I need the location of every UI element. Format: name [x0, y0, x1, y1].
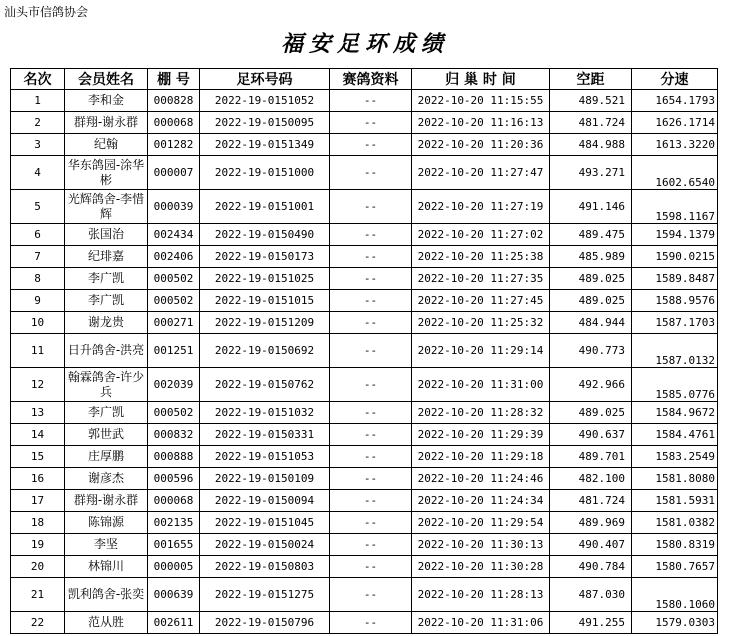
rank-cell: 22: [11, 612, 65, 634]
header-arrival-time: 归 巢 时 间: [412, 69, 550, 90]
table-row: [11, 424, 718, 446]
member-name-cell: 华东鸽园-涂华彬: [65, 156, 148, 190]
table-row: [11, 402, 718, 424]
loft-number-cell: 000271: [148, 312, 200, 334]
loft-number-cell: 000502: [148, 402, 200, 424]
ring-number-cell: 2022-19-0151053: [200, 446, 330, 468]
speed-cell: 1587.0132: [632, 334, 718, 368]
rank-cell: 8: [11, 268, 65, 290]
table-row: [11, 224, 718, 246]
speed-cell: 1584.9672: [632, 402, 718, 424]
member-name-cell: 李坚: [65, 534, 148, 556]
header-member-name: 会员姓名: [65, 69, 148, 90]
pigeon-info-cell: --: [330, 578, 412, 612]
distance-cell: 492.966: [550, 368, 632, 402]
distance-cell: 482.100: [550, 468, 632, 490]
loft-number-cell: 001282: [148, 134, 200, 156]
speed-cell: 1594.1379: [632, 224, 718, 246]
ring-number-cell: 2022-19-0151015: [200, 290, 330, 312]
organization-name: 汕头市信鸽协会: [4, 5, 89, 19]
pigeon-info-cell: --: [330, 246, 412, 268]
arrival-time-cell: 2022-10-20 11:30:28: [412, 556, 550, 578]
member-name-cell: 光辉鸽舍-李惜辉: [65, 190, 148, 224]
speed-cell: 1589.8487: [632, 268, 718, 290]
speed-cell: 1598.1167: [632, 190, 718, 224]
pigeon-info-cell: --: [330, 556, 412, 578]
ring-number-cell: 2022-19-0150490: [200, 224, 330, 246]
speed-cell: 1581.8080: [632, 468, 718, 490]
header-loft-number: 棚 号: [148, 69, 200, 90]
member-name-cell: 纪琲嘉: [65, 246, 148, 268]
member-name-cell: 谢彦杰: [65, 468, 148, 490]
ring-number-cell: 2022-19-0151275: [200, 578, 330, 612]
results-table: [10, 68, 718, 634]
pigeon-info-cell: --: [330, 534, 412, 556]
pigeon-info-cell: --: [330, 334, 412, 368]
arrival-time-cell: 2022-10-20 11:29:39: [412, 424, 550, 446]
loft-number-cell: 000068: [148, 490, 200, 512]
pigeon-info-cell: --: [330, 156, 412, 190]
table-row: [11, 334, 718, 368]
member-name-cell: 陈锦源: [65, 512, 148, 534]
member-name-cell: 李广凯: [65, 290, 148, 312]
pigeon-info-cell: --: [330, 112, 412, 134]
loft-number-cell: 002135: [148, 512, 200, 534]
loft-number-cell: 000007: [148, 156, 200, 190]
pigeon-info-cell: --: [330, 490, 412, 512]
speed-cell: 1613.3220: [632, 134, 718, 156]
pigeon-info-cell: --: [330, 312, 412, 334]
header-distance: 空距: [550, 69, 632, 90]
rank-cell: 3: [11, 134, 65, 156]
speed-cell: 1584.4761: [632, 424, 718, 446]
distance-cell: 490.784: [550, 556, 632, 578]
ring-number-cell: 2022-19-0150173: [200, 246, 330, 268]
ring-number-cell: 2022-19-0151025: [200, 268, 330, 290]
rank-cell: 20: [11, 556, 65, 578]
speed-cell: 1581.0382: [632, 512, 718, 534]
loft-number-cell: 002611: [148, 612, 200, 634]
distance-cell: 481.724: [550, 112, 632, 134]
speed-cell: 1581.5931: [632, 490, 718, 512]
rank-cell: 17: [11, 490, 65, 512]
ring-number-cell: 2022-19-0150024: [200, 534, 330, 556]
ring-number-cell: 2022-19-0150094: [200, 490, 330, 512]
member-name-cell: 李广凯: [65, 402, 148, 424]
ring-number-cell: 2022-19-0151209: [200, 312, 330, 334]
arrival-time-cell: 2022-10-20 11:25:38: [412, 246, 550, 268]
distance-cell: 487.030: [550, 578, 632, 612]
distance-cell: 490.773: [550, 334, 632, 368]
arrival-time-cell: 2022-10-20 11:20:36: [412, 134, 550, 156]
rank-cell: 14: [11, 424, 65, 446]
distance-cell: 484.988: [550, 134, 632, 156]
header-ring-number: 足环号码: [200, 69, 330, 90]
arrival-time-cell: 2022-10-20 11:24:34: [412, 490, 550, 512]
arrival-time-cell: 2022-10-20 11:28:13: [412, 578, 550, 612]
member-name-cell: 翰霖鸽舍-许少兵: [65, 368, 148, 402]
member-name-cell: 郭世武: [65, 424, 148, 446]
arrival-time-cell: 2022-10-20 11:29:14: [412, 334, 550, 368]
speed-cell: 1580.7657: [632, 556, 718, 578]
arrival-time-cell: 2022-10-20 11:27:02: [412, 224, 550, 246]
ring-number-cell: 2022-19-0151349: [200, 134, 330, 156]
loft-number-cell: 001251: [148, 334, 200, 368]
member-name-cell: 李和金: [65, 90, 148, 112]
rank-cell: 1: [11, 90, 65, 112]
pigeon-info-cell: --: [330, 424, 412, 446]
table-row: [11, 112, 718, 134]
speed-cell: 1602.6540: [632, 156, 718, 190]
results-body: [11, 90, 718, 634]
rank-cell: 12: [11, 368, 65, 402]
speed-cell: 1585.0776: [632, 368, 718, 402]
speed-cell: 1626.1714: [632, 112, 718, 134]
arrival-time-cell: 2022-10-20 11:27:47: [412, 156, 550, 190]
ring-number-cell: 2022-19-0151045: [200, 512, 330, 534]
pigeon-info-cell: --: [330, 290, 412, 312]
loft-number-cell: 002434: [148, 224, 200, 246]
ring-number-cell: 2022-19-0150692: [200, 334, 330, 368]
arrival-time-cell: 2022-10-20 11:15:55: [412, 90, 550, 112]
rank-cell: 11: [11, 334, 65, 368]
distance-cell: 491.255: [550, 612, 632, 634]
pigeon-info-cell: --: [330, 446, 412, 468]
speed-cell: 1583.2549: [632, 446, 718, 468]
rank-cell: 7: [11, 246, 65, 268]
table-row: [11, 534, 718, 556]
speed-cell: 1579.0303: [632, 612, 718, 634]
table-row: [11, 578, 718, 612]
rank-cell: 9: [11, 290, 65, 312]
member-name-cell: 谢龙贵: [65, 312, 148, 334]
pigeon-info-cell: --: [330, 90, 412, 112]
pigeon-info-cell: --: [330, 190, 412, 224]
page-title: 福安足环成绩: [280, 31, 449, 57]
arrival-time-cell: 2022-10-20 11:31:00: [412, 368, 550, 402]
ring-number-cell: 2022-19-0150762: [200, 368, 330, 402]
pigeon-info-cell: --: [330, 468, 412, 490]
ring-number-cell: 2022-19-0151001: [200, 190, 330, 224]
loft-number-cell: 000832: [148, 424, 200, 446]
rank-cell: 6: [11, 224, 65, 246]
distance-cell: 489.025: [550, 290, 632, 312]
header-pigeon-info: 赛鸽资料: [330, 69, 412, 90]
table-row: [11, 312, 718, 334]
pigeon-info-cell: --: [330, 134, 412, 156]
table-row: [11, 368, 718, 402]
loft-number-cell: 000005: [148, 556, 200, 578]
header-speed: 分速: [632, 69, 718, 90]
pigeon-info-cell: --: [330, 512, 412, 534]
distance-cell: 490.407: [550, 534, 632, 556]
loft-number-cell: 000888: [148, 446, 200, 468]
loft-number-cell: 000639: [148, 578, 200, 612]
distance-cell: 485.989: [550, 246, 632, 268]
arrival-time-cell: 2022-10-20 11:16:13: [412, 112, 550, 134]
member-name-cell: 范从胜: [65, 612, 148, 634]
ring-number-cell: 2022-19-0151052: [200, 90, 330, 112]
loft-number-cell: 002039: [148, 368, 200, 402]
member-name-cell: 李广凯: [65, 268, 148, 290]
distance-cell: 491.146: [550, 190, 632, 224]
header-row: [11, 69, 718, 90]
member-name-cell: 庄厚鹏: [65, 446, 148, 468]
rank-cell: 10: [11, 312, 65, 334]
distance-cell: 489.475: [550, 224, 632, 246]
loft-number-cell: 000502: [148, 268, 200, 290]
member-name-cell: 纪翰: [65, 134, 148, 156]
rank-cell: 21: [11, 578, 65, 612]
speed-cell: 1588.9576: [632, 290, 718, 312]
arrival-time-cell: 2022-10-20 11:28:32: [412, 402, 550, 424]
distance-cell: 489.025: [550, 402, 632, 424]
loft-number-cell: 000596: [148, 468, 200, 490]
distance-cell: 490.637: [550, 424, 632, 446]
table-row: [11, 268, 718, 290]
table-row: [11, 446, 718, 468]
distance-cell: 489.521: [550, 90, 632, 112]
distance-cell: 481.724: [550, 490, 632, 512]
arrival-time-cell: 2022-10-20 11:27:19: [412, 190, 550, 224]
table-row: [11, 556, 718, 578]
pigeon-info-cell: --: [330, 368, 412, 402]
member-name-cell: 群翔-谢永群: [65, 112, 148, 134]
speed-cell: 1590.0215: [632, 246, 718, 268]
distance-cell: 489.025: [550, 268, 632, 290]
header-rank: 名次: [11, 69, 65, 90]
arrival-time-cell: 2022-10-20 11:29:54: [412, 512, 550, 534]
loft-number-cell: 002406: [148, 246, 200, 268]
arrival-time-cell: 2022-10-20 11:31:06: [412, 612, 550, 634]
rank-cell: 18: [11, 512, 65, 534]
ring-number-cell: 2022-19-0150796: [200, 612, 330, 634]
table-row: [11, 468, 718, 490]
distance-cell: 489.969: [550, 512, 632, 534]
table-row: [11, 246, 718, 268]
ring-number-cell: 2022-19-0150095: [200, 112, 330, 134]
rank-cell: 5: [11, 190, 65, 224]
member-name-cell: 林锦川: [65, 556, 148, 578]
rank-cell: 15: [11, 446, 65, 468]
table-row: [11, 490, 718, 512]
arrival-time-cell: 2022-10-20 11:29:18: [412, 446, 550, 468]
rank-cell: 4: [11, 156, 65, 190]
ring-number-cell: 2022-19-0151000: [200, 156, 330, 190]
speed-cell: 1580.8319: [632, 534, 718, 556]
arrival-time-cell: 2022-10-20 11:30:13: [412, 534, 550, 556]
loft-number-cell: 000068: [148, 112, 200, 134]
arrival-time-cell: 2022-10-20 11:27:35: [412, 268, 550, 290]
table-row: [11, 156, 718, 190]
table-row: [11, 290, 718, 312]
distance-cell: 493.271: [550, 156, 632, 190]
speed-cell: 1654.1793: [632, 90, 718, 112]
arrival-time-cell: 2022-10-20 11:27:45: [412, 290, 550, 312]
table-row: [11, 512, 718, 534]
rank-cell: 16: [11, 468, 65, 490]
arrival-time-cell: 2022-10-20 11:24:46: [412, 468, 550, 490]
loft-number-cell: 000039: [148, 190, 200, 224]
pigeon-info-cell: --: [330, 402, 412, 424]
member-name-cell: 张国治: [65, 224, 148, 246]
table-row: [11, 134, 718, 156]
pigeon-info-cell: --: [330, 224, 412, 246]
table-row: [11, 90, 718, 112]
arrival-time-cell: 2022-10-20 11:25:32: [412, 312, 550, 334]
distance-cell: 489.701: [550, 446, 632, 468]
rank-cell: 19: [11, 534, 65, 556]
speed-cell: 1580.1060: [632, 578, 718, 612]
loft-number-cell: 001655: [148, 534, 200, 556]
member-name-cell: 群翔-谢永群: [65, 490, 148, 512]
loft-number-cell: 000828: [148, 90, 200, 112]
loft-number-cell: 000502: [148, 290, 200, 312]
rank-cell: 13: [11, 402, 65, 424]
ring-number-cell: 2022-19-0151032: [200, 402, 330, 424]
pigeon-info-cell: --: [330, 268, 412, 290]
distance-cell: 484.944: [550, 312, 632, 334]
ring-number-cell: 2022-19-0150109: [200, 468, 330, 490]
speed-cell: 1587.1703: [632, 312, 718, 334]
rank-cell: 2: [11, 112, 65, 134]
member-name-cell: 凯利鸽舍-张奕: [65, 578, 148, 612]
ring-number-cell: 2022-19-0150803: [200, 556, 330, 578]
member-name-cell: 日升鸽舍-洪亮: [65, 334, 148, 368]
table-row: [11, 190, 718, 224]
pigeon-info-cell: --: [330, 612, 412, 634]
ring-number-cell: 2022-19-0150331: [200, 424, 330, 446]
table-row: [11, 612, 718, 634]
